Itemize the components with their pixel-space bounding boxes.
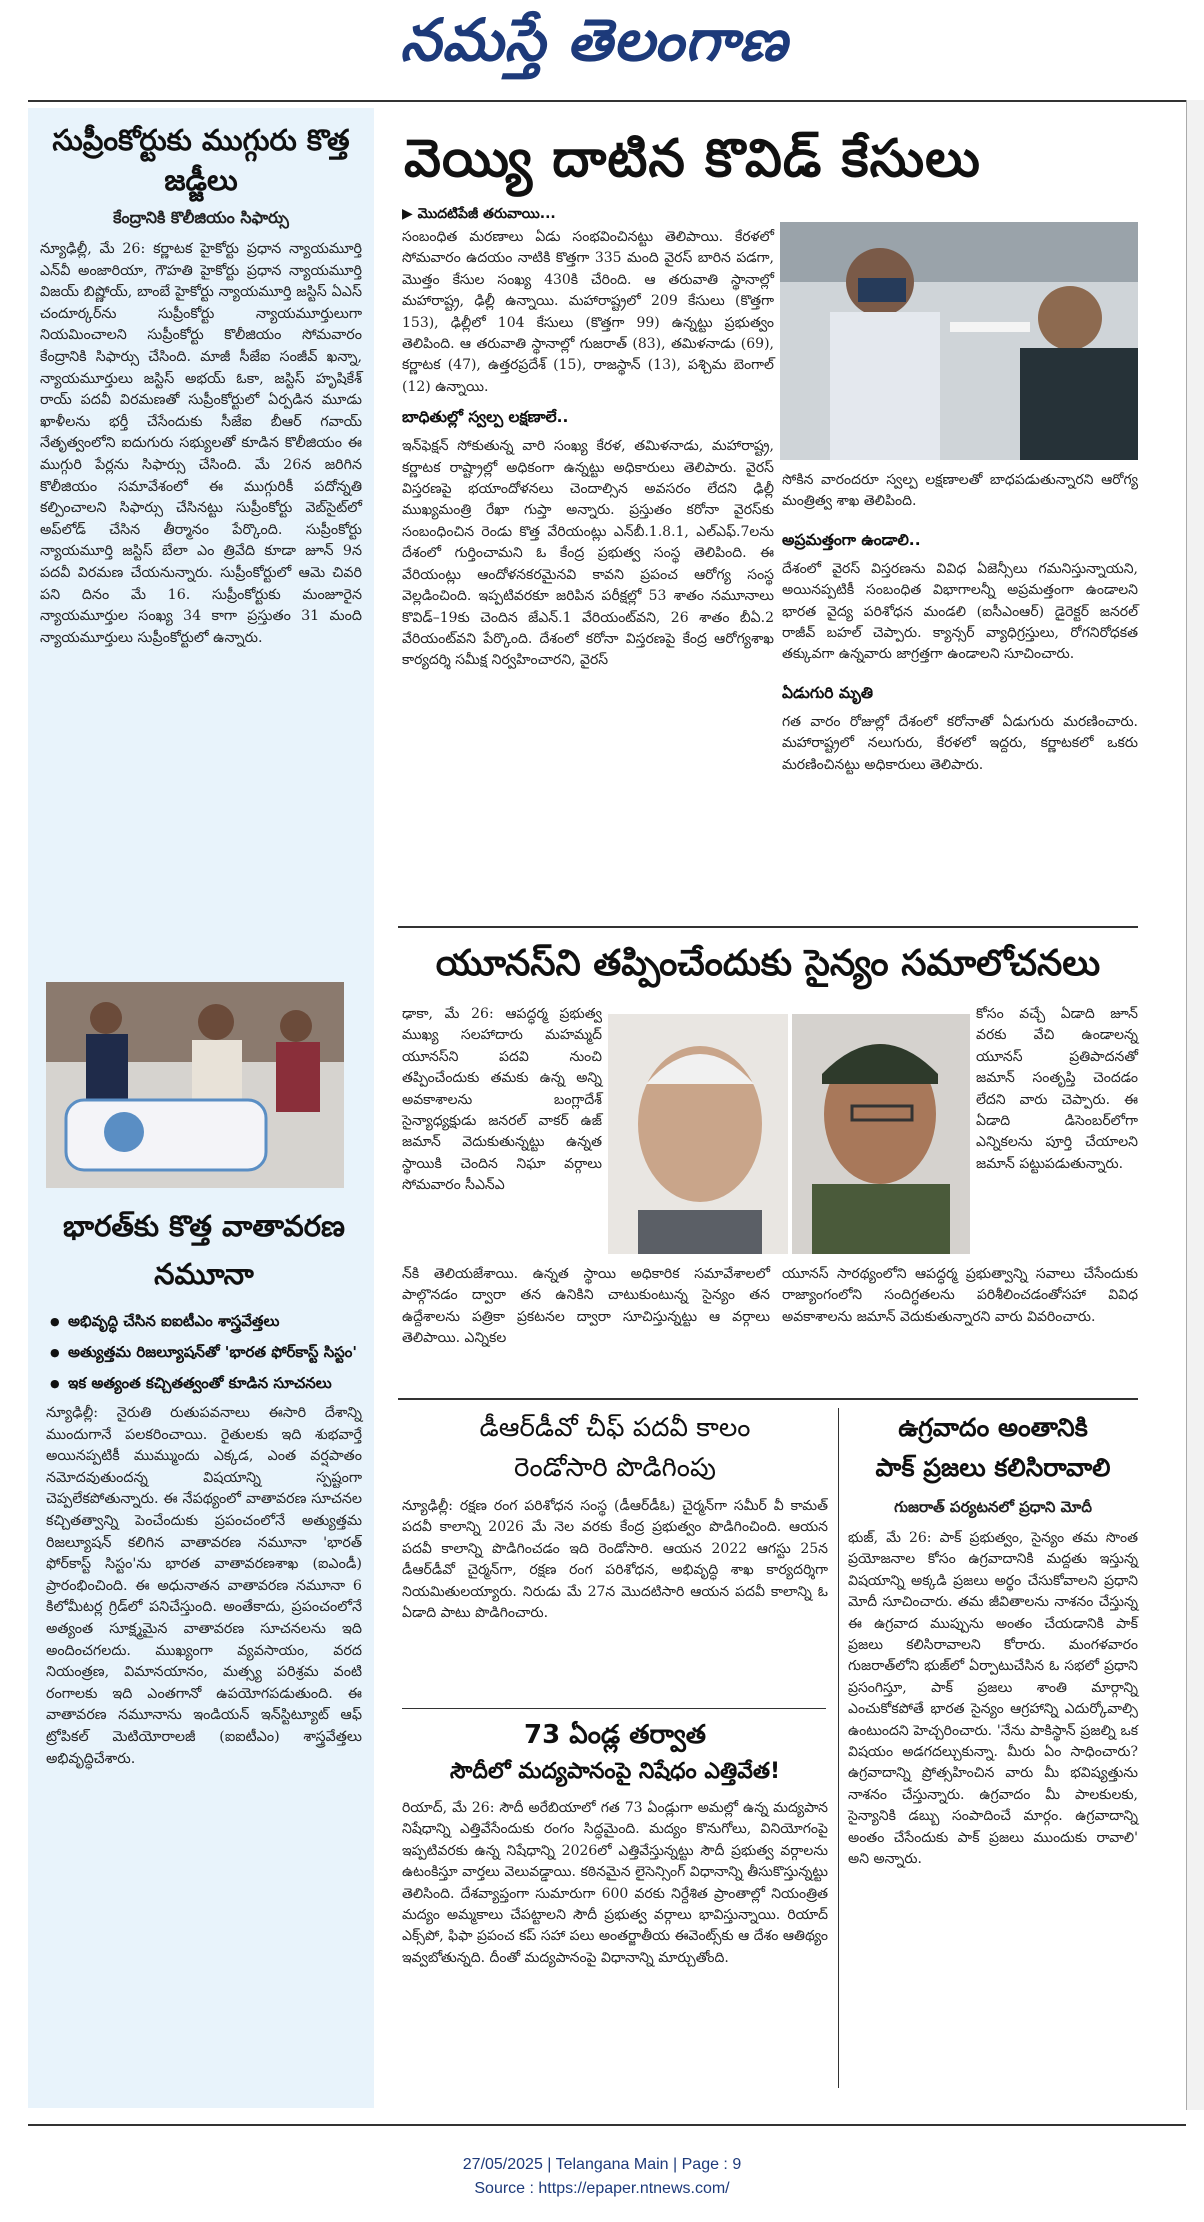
masthead (40, 6, 1164, 98)
story-subhead: కేంద్రానికి కొలీజియం సిఫార్సు (113, 208, 289, 227)
story-headline: 73 ఏండ్ల తర్వాత (524, 1720, 706, 1750)
lead-body-4: గత వారం రోజుల్లో దేశంలో కరోనాతో ఏడుగురు మరణించారు. మహారాష్ట్రలో నలుగురు, కేరళలో ఇద్దరు, కర్ణాటకలో ఒకరు మరణించినట్టు అధికారులు తెలిపారు. (782, 713, 1138, 773)
story-body: రియాద్, మే 26: సౌదీ అరేబియాలో గత 73 ఏండ్లుగా అమల్లో ఉన్న మద్యపాన నిషేధాన్ని ఎత్తివేసేందుకు రంగం సిద్ధమైంది. మద్యం కొనుగోలు, వినియోగంపై ఇప్పటివరకు ఉన్న నిషేధాన్ని 2026లో ఎత్తివేస్తున్నట్టు సౌదీ ప్రభుత్వ వర్గాలను ఉటంకిస్తూ వార్తలు వెలువడ్డాయి. కఠినమైన లైసెన్సింగ్ విధానాన్ని తీసుకొస్తున్నట్టు తెలిసింది. దేశవ్యాప్తంగా సుమారుగా 600 వరకు నిర్దేశిత ప్రాంతాల్లో నియంత్రిత మద్యం అమ్మకాలు చేపట్టాలని సౌదీ ప్రభుత్వ వర్గాలు భావిస్తున్నాయి. రియాద్ ఎక్స్‌పో, ఫిఫా ప్రపంచ కప్ సహా పలు అంతర్జాతీయ ఈవెంట్స్‌కు ఆ దేశం ఆతిథ్యం ఇవ్వబోతున్నది. దీంతో మద్యపానంపై విధానాన్ని మార్చుతోంది. (402, 1800, 828, 1966)
photo-placeholder-icon (780, 222, 1138, 460)
bullet-item: ● అత్యుత్తమ రిజల్యూషన్‌తో 'భారత ఫోర్‌కాస్ట్ సిస్టం' (46, 1341, 362, 1364)
bullet-item: ● అభివృద్ధి చేసిన ఐఐటీఎం శాస్త్రవేత్తలు (46, 1310, 362, 1333)
story-bullets (46, 1310, 362, 1395)
story-headline: భారత్‌కు కొత్త వాతావరణ నమూనా (63, 1209, 345, 1291)
yunus-body-right: కోసం వచ్చే ఏడాది జూన్ వరకు వేచి ఉండాలన్న యూనస్ ప్రతిపాదనతో జమాన్ సంతృప్తి చెందడం లేదని వారు చెప్పారు. ఈ ఏడాది డిసెంబర్‌లోగా ఎన్నికలను పూర్తి చేయాలని జమాన్ పట్టుపడుతున్నారు. (976, 1006, 1138, 1172)
newspaper-logo: నమస్తే తెలంగాణ (400, 6, 788, 74)
footer-source: Source : https://epaper.ntnews.com/ (474, 2180, 730, 2197)
news-photo-ministers (46, 982, 344, 1188)
jump-line: ▶ మొదటిపేజీ తరువాయి... (402, 206, 556, 222)
yunus-body-left: ఢాకా, మే 26: ఆపద్ధర్మ ప్రభుత్వ ముఖ్య సలహాదారు మహమ్మద్ యూనస్‌ని పదవి నుంచి తప్పించేందుకు తమకు ఉన్న అన్ని అవకాశాలను బంగ్లాదేశ్ సైన్యాధ్యక్షుడు జనరల్ వాకర్ ఉజ్ జమాన్ వెదుకుతున్నట్టు ఉన్నత స్థాయికి చెందిన నిఘా వర్గాలు సోమవారం సీఎన్ఎ (402, 1006, 602, 1194)
lead-story-col1 (402, 206, 774, 672)
story-body: భుజ్, మే 26: పాక్ ప్రభుత్వం, సైన్యం తమ సొంత ప్రయోజనాల కోసం ఉగ్రవాదానికి మద్దతు ఇస్తున్న విషయాన్ని అక్కడి ప్రజలు అర్థం చేసుకోవాలని ప్రధాని మోదీ సూచించారు. తమ జీవితాలను నాశనం చేస్తున్న ఈ ఉగ్రవాద ముప్పును అంతం చేయడానికి పాక్ ప్రజలు కలిసిరావాలని కోరారు. మంగళవారం గుజరాత్‌లోని భుజ్‌లో ఏర్పాటుచేసిన ఓ సభలో ప్రధాని ప్రసంగిస్తూ, పాక్ ప్రజలు శాంతి మార్గాన్ని ఎంచుకోకపోతే భారత సైన్యం ఆగ్రహాన్ని ఎదుర్కోవాల్సి ఉంటుందని హెచ్చరించారు. 'నేను పాకిస్థాన్ ప్రజల్ని ఒక విషయం అడగదల్చుకున్నా. మీరు ఏం సాధించారు? ఉగ్రవాదాన్ని ప్రోత్సహించిన వారు మీ భవిష్యత్తును నాశనం చేస్తున్నారు. ఉగ్రవాదం మీ పాలకులకు, సైన్యానికి డబ్బు సంపాదించే మార్గం. ఉగ్రవాదాన్ని అంతం చేసేందుకు పాక్ ప్రజలు ముందుకు రావాలి' అని అన్నారు. (848, 1530, 1138, 1868)
lead-headline: వెయ్యి దాటిన కొవిడ్ కేసులు (404, 129, 981, 189)
story-headline: డీఆర్‌డీవో చీఫ్ పదవీ కాలం (479, 1413, 751, 1443)
story-subhead: గుజరాత్ పర్యటనలో ప్రధాని మోదీ (894, 1498, 1092, 1516)
story-body: న్యూఢిల్లీ, మే 26: కర్ణాటక హైకోర్టు ప్రధాన న్యాయమూర్తి ఎన్‌వీ అంజారియా, గౌహతి హైకోర్టు ప్రధాన న్యాయమూర్తి విజయ్ బిష్ణోయ్, బాంబే హైకోర్టు న్యాయమూర్తి జస్టిస్ ఏఎస్ చందూర్కర్‌ను సుప్రీంకోర్టు న్యాయమూర్తులుగా నియమించాలని సుప్రీంకోర్టు కొలీజియం సోమవారం కేంద్రానికి సిఫార్సు చేసింది. మాజీ సీజేఐ సంజీవ్ ఖన్నా, న్యాయమూర్తులు జస్టిస్ అభయ్ ఓకా, జస్టిస్ హృషికేశ్ రాయ్ పదవీ విరమణతో సుప్రీంకోర్టులో ఏర్పడిన మూడు ఖాళీలను భర్తీ చేసేందుకు సీజేఐ బీఆర్ గవాయ్ నేతృత్వంలోని ఐదుగురు సభ్యులతో కూడిన కొలీజియం ఈ ముగ్గురి పేర్లను సిఫార్సు చేసింది. మే 26న జరిగిన కొలీజియం సమావేశంలో ఈ ముగ్గురికీ పదోన్నతి కల్పించాలని సిఫార్సు చేసినట్టు సుప్రీంకోర్టు వెబ్‌సైట్‌లో అప్‌లోడ్ చేసిన తీర్మానం పేర్కొంది. సుప్రీంకోర్టు న్యాయమూర్తి జస్టిస్ బేలా ఎం త్రివేది కూడా జూన్ 9న పదవీ విరమణ చేయనున్నారు. సుప్రీంకోర్టులో ఆమె చివరి పని దినం మే 16. సుప్రీంకోర్టుకు మంజూరైన న్యాయమూర్తుల సంఖ్య 34 కాగా ప్రస్తుతం 31 మంది న్యాయమూర్తులు సుప్రీంకోర్టులో ఉన్నారు. (40, 241, 362, 646)
story-headline-line2: రెండోసారి పొడిగింపు (514, 1453, 716, 1483)
jump-text: మొదటిపేజీ తరువాయి... (417, 206, 556, 222)
army-chief-photo (792, 1014, 970, 1254)
yunus-body-bottom-right: యూనస్ సారథ్యంలోని ఆపద్ధర్మ ప్రభుత్వాన్ని సవాలు చేసేందుకు రాజ్యాంగంలోని సందిగ్ధతలను పరిశీలించడంతోసహా వివిధ అవకాశాలను జమాన్ వెదుకుతున్నారని వారు వివరించారు. (782, 1266, 1138, 1325)
story-headline-line2: పాక్ ప్రజలు కలిసిరావాలి (875, 1453, 1111, 1482)
lead-body-3: దేశంలో వైరస్ విస్తరణను వివిధ ఏజెన్సీలు గమనిస్తున్నాయని, అయినప్పటికీ సంబంధిత విభాగాలన్నీ అప్రమత్తంగా ఉండాలని భారత వైద్య పరిశోధన మండలి (ఐసీఎంఆర్) డైరెక్టర్ జనరల్ రాజీవ్ బహల్ చెప్పారు. క్యాన్సర్ వ్యాధిగ్రస్తులు, రోగనిరోధకత తక్కువగా ఉన్నవారు జాగ్రత్తగా ఉండాలని సూచించారు. (782, 560, 1138, 663)
yunus-headline: యూనస్‌ని తప్పించేందుకు సైన్యం సమాలోచనలు (435, 943, 1101, 984)
story-body: న్యూఢిల్లీ: రక్షణ రంగ పరిశోధన సంస్థ (డీఆర్‌డీఓ) చైర్మన్‌గా సమీర్ వీ కామత్ పదవీ కాలాన్ని 2026 మే నెల వరకు కేంద్ర ప్రభుత్వం పొడిగించింది. ఆయన పదవీ కాలాన్ని పొడిగించడం ఇది రెండోసారి. ఆయన 2022 ఆగస్టు 25న డీఆర్‌డీవో చైర్మన్‌గా, రక్షణ రంగ పరిశోధన, అభివృద్ధి శాఖ కార్యదర్శిగా నియమితులయ్యారు. నిరుడు మే 27న మొదటిసారి ఆయన పదవీ కాలాన్ని ఓ ఏడాది పాటు పొడిగించారు. (402, 1498, 828, 1622)
adjacent-page-strip (1186, 100, 1204, 2110)
story-headline: ఉగ్రవాదం అంతానికి (898, 1413, 1088, 1442)
story-headline-line2: సౌదీలో మద్యపానంపై నిషేధం ఎత్తివేత! (450, 1759, 780, 1784)
yunus-body-bottom-left: న్‌కి తెలియజేశాయి. ఉన్నత స్థాయి అధికారిక సమావేశాలలో పాల్గొనడం ద్వారా తన ఉనికిని చాటుకుంటున్న సైన్యం తన ఉద్దేశాలను పత్రికా ప్రకటనల ద్వారా సూచిస్తున్నట్టు ఆ వర్గాలు తెలిపాయి. ఎన్నికల (402, 1266, 770, 1347)
photo-caption-continued: సోకిన వారందరూ స్వల్ప లక్షణాలతో బాధపడుతున్నారని ఆరోగ్య మంత్రిత్వ శాఖ తెలిపింది. (782, 472, 1138, 510)
column-divider (838, 1408, 839, 2088)
lead-body-1: సంబంధిత మరణాలు ఏడు సంభవించినట్టు తెలిపాయి. కేరళలో సోమవారం ఉదయం నాటికి కొత్తగా 335 మంది వైరస్ బారిన పడగా, మొత్తం కేసుల సంఖ్య 430కి చేరింది. ఆ తరువాతి స్థానాల్లో మహారాష్ట్ర, ఢిల్లీ ఉన్నాయి. మహారాష్ట్రలో 209 కేసులు (కొత్తగా 153), ఢిల్లీలో 104 కేసులు (కొత్తగా 99) ఉన్నట్టు ప్రభుత్వం తెలిపింది. ఆ తరువాతి స్థానాల్లో గుజరాత్ (83), తమిళనాడు (69), కర్ణాటక (47), ఉత్తరప్రదేశ్ (15), రాజస్థాన్ (13), పశ్చిమ బెంగాల్ (12) ఉన్నాయి. (402, 229, 774, 395)
lead-subhead-1: బాధితుల్లో స్వల్ప లక్షణాలే.. (402, 408, 569, 427)
story-drdo (402, 1408, 828, 1624)
portrait-placeholder-icon (792, 1014, 970, 1254)
section-rule (398, 1398, 1138, 1400)
story-headline: సుప్రీంకోర్టుకు ముగ్గురు కొత్త జడ్జీలు (52, 123, 350, 197)
section-rule (398, 926, 1138, 928)
story-pakistan (848, 1408, 1138, 1871)
masthead-rule (28, 100, 1186, 102)
lead-body-2: ఇన్‌ఫెక్షన్ సోకుతున్న వారి సంఖ్య కేరళ, తమిళనాడు, మహారాష్ట్ర, కర్ణాటక రాష్ట్రాల్లో అధికంగా ఉన్నట్టు అధికారులు తెలిపారు. వైరస్ విస్తరణపై భయాందోళనలు చెందాల్సిన అవసరం లేదని ఢిల్లీ ముఖ్యమంత్రి రేఖా గుప్తా అన్నారు. ప్రస్తుతం కరోనా వైరస్‌కు సంబంధించిన రెండు కొత్త వేరియంట్లు ఎన్‌బీ.1.8.1, ఎల్ఎఫ్.7లను దేశంలో గుర్తించామని ఓ కేంద్ర ప్రభుత్వ సంస్థ తెలిపింది. ఈ వేరియంట్లు ఆందోళనకరమైనవి కావని ప్రపంచ ఆరోగ్య సంస్థ వెల్లడించింది. ఇప్పటివరకూ జరిపిన పరీక్షల్లో 53 శాతం నమూనాలు కొవిడ్–19కు చెందిన జేఎన్.1 వేరియంట్‌వని, 26 శాతం బీఏ.2 వేరియంట్‌వని పేర్కొంది. దేశంలో కరోనా విస్తరణపై కేంద్ర ఆరోగ్యశాఖ కార్యదర్శి సమీక్ష నిర్వహించారని, వైరస్ (402, 438, 774, 669)
lead-subhead-2: అప్రమత్తంగా ఉండాలి.. (782, 530, 921, 549)
lead-subhead-3: ఏడుగురి మృతి (782, 683, 873, 702)
photo-placeholder-icon (46, 982, 344, 1188)
footer-rule (28, 2124, 1186, 2126)
story-divider (402, 1708, 826, 1709)
story-saudi (402, 1716, 828, 1969)
bullet-item: ● ఇక అత్యంత కచ్చితత్వంతో కూడిన సూచనలు (46, 1372, 362, 1395)
yunus-photo (608, 1014, 788, 1254)
lead-story-col2 (782, 470, 1138, 776)
story-weather-model (46, 1202, 362, 1770)
covid-test-photo (780, 222, 1138, 460)
footer-dateline: 27/05/2025 | Telangana Main | Page : 9 (462, 2156, 742, 2173)
story-body: న్యూఢిల్లీ: నైరుతి రుతుపవనాలు ఈసారి దేశాన్ని ముందుగానే పలకరించాయి. రైతులకు ఇది శుభవార్తే అయినప్పటికీ ముమ్ముందు ఎక్కడ, ఎంత వర్షపాతం నమోదవుతుందన్న విషయాన్ని స్పష్టంగా చెప్పలేకపోతున్నారు. ఈ నేపథ్యంలో వాతావరణ సూచనల కచ్చితత్వాన్ని పెంచేందుకు ప్రపంచంలోనే అత్యుత్తమ రిజల్యూషన్ కలిగిన వాతావరణ నమూనా 'భారత్ ఫోర్‌కాస్ట్ సిస్టం'ను భారత వాతావరణశాఖ (ఐఎండీ) ప్రారంభించింది. ఈ అధునాతన వాతావరణ నమూనా 6 కిలోమీటర్ల గ్రిడ్‌లో పనిచేస్తుంది. అంతేకాదు, ప్రపంచంలోనే అత్యంత సూక్ష్మమైన వాతావరణ సూచనలను ఇది అందించగలదు. ముఖ్యంగా వ్యవసాయం, వరద నియంత్రణ, విమానయానం, మత్స్య పరిశ్రమ వంటి రంగాలకు ఇది ఎంతగానో ఉపయోగపడుతుంది. ఈ వాతావరణ నమూనాను ఇండియన్ ఇన్‌స్టిట్యూట్ ఆఫ్ ట్రోపికల్ మెటియోరాలజీ (ఐఐటీఎం) శాస్త్రవేత్తలు అభివృద్ధిచేశారు. (46, 1405, 362, 1767)
portrait-placeholder-icon (608, 1014, 788, 1254)
story-supreme-court (40, 120, 362, 649)
